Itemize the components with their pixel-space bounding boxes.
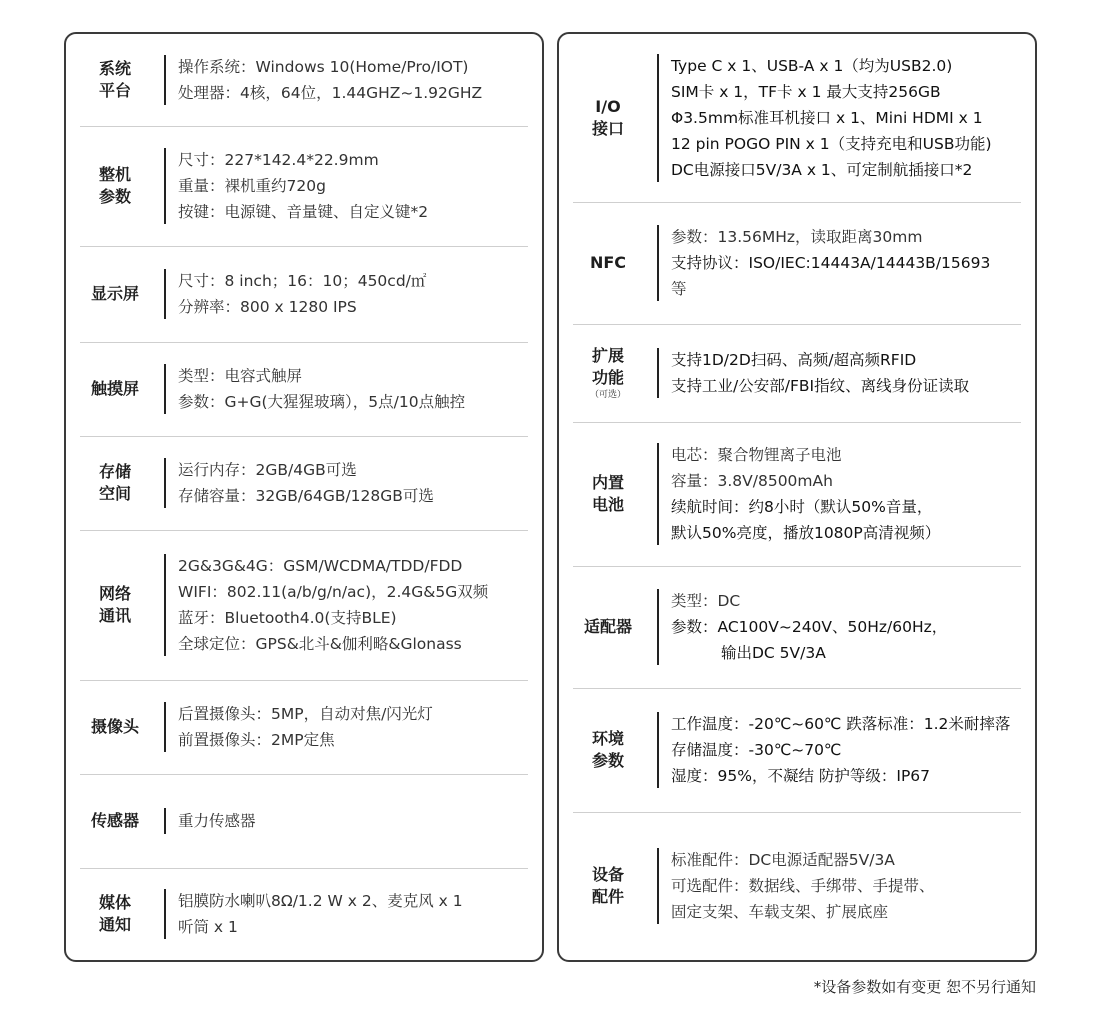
spec-label bbox=[80, 892, 150, 936]
spec-lines bbox=[671, 847, 1023, 925]
spec-line: 操作系统：Windows 10(Home/Pro/IOT) bbox=[178, 58, 469, 76]
spec-line: 支持工业/公安部/FBI指纹、离线身份证读取 bbox=[671, 377, 970, 395]
vertical-divider bbox=[164, 808, 166, 834]
spec-label bbox=[80, 810, 150, 832]
vertical-divider bbox=[164, 458, 166, 508]
right-spec-panel bbox=[557, 32, 1037, 962]
spec-line: 类型：电容式触屏 bbox=[178, 367, 303, 385]
spec-label-text: 环境 参数 bbox=[591, 729, 624, 770]
spec-line: 电芯：聚合物锂离子电池 bbox=[671, 446, 842, 464]
spec-section bbox=[573, 34, 1023, 202]
spec-section bbox=[80, 530, 530, 680]
spec-section bbox=[573, 812, 1023, 960]
spec-label-text: 整机 参数 bbox=[98, 165, 131, 206]
spec-line: 听筒 x 1 bbox=[178, 918, 238, 936]
spec-line: 2G&3G&4G：GSM/WCDMA/TDD/FDD bbox=[178, 557, 463, 575]
spec-label-text: 网络 通讯 bbox=[98, 584, 131, 625]
spec-label-text: 设备 配件 bbox=[591, 865, 624, 906]
spec-line: 尺寸：227*142.4*22.9mm bbox=[178, 151, 379, 169]
spec-section bbox=[80, 246, 530, 342]
spec-lines bbox=[671, 442, 1023, 546]
spec-line: 类型：DC bbox=[671, 592, 741, 610]
spec-label bbox=[80, 461, 150, 505]
spec-section bbox=[573, 566, 1023, 688]
spec-line: 容量：3.8V/8500mAh bbox=[671, 472, 833, 490]
spec-lines bbox=[178, 553, 530, 657]
spec-label-text: 系统 平台 bbox=[98, 59, 131, 100]
spec-line: 湿度：95%，不凝结 防护等级：IP67 bbox=[671, 767, 931, 785]
spec-section bbox=[80, 680, 530, 774]
spec-line: 前置摄像头：2MP定焦 bbox=[178, 731, 335, 749]
spec-label-text: 扩展 功能 bbox=[591, 346, 624, 387]
spec-section bbox=[80, 126, 530, 246]
spec-line: 重量：裸机重约720g bbox=[178, 177, 326, 195]
spec-label bbox=[573, 472, 643, 516]
vertical-divider bbox=[164, 364, 166, 414]
spec-label bbox=[80, 716, 150, 738]
spec-label-text: 内置 电池 bbox=[591, 473, 624, 514]
spec-line: 分辨率：800 x 1280 IPS bbox=[178, 298, 357, 316]
spec-label bbox=[573, 252, 643, 274]
spec-section bbox=[573, 422, 1023, 566]
spec-lines bbox=[178, 457, 530, 509]
spec-label-text: NFC bbox=[589, 253, 627, 272]
spec-section bbox=[573, 324, 1023, 422]
spec-label bbox=[573, 616, 643, 638]
spec-line: DC电源接口5V/3A x 1、可定制航插接口*2 bbox=[671, 161, 973, 179]
spec-label bbox=[80, 283, 150, 305]
spec-line: 默认50%亮度，播放1080P高清视频） bbox=[671, 524, 941, 542]
spec-lines bbox=[178, 701, 530, 753]
spec-label bbox=[80, 583, 150, 627]
vertical-divider bbox=[657, 712, 659, 788]
spec-line: 运行内存：2GB/4GB可选 bbox=[178, 461, 357, 479]
spec-label-text: 触摸屏 bbox=[90, 379, 139, 398]
spec-section bbox=[80, 342, 530, 436]
spec-label bbox=[573, 728, 643, 772]
spec-label-text: 传感器 bbox=[90, 811, 139, 830]
spec-lines bbox=[671, 347, 1023, 399]
spec-label-text: 显示屏 bbox=[90, 284, 139, 303]
spec-line: 参数：13.56MHz，读取距离30mm bbox=[671, 228, 923, 246]
spec-label-text: 适配器 bbox=[583, 617, 632, 636]
spec-line: 参数：G+G(大猩猩玻璃），5点/10点触控 bbox=[178, 393, 466, 411]
spec-line: 支持1D/2D扫码、高频/超高频RFID bbox=[671, 351, 917, 369]
spec-label bbox=[80, 58, 150, 102]
spec-line: 蓝牙：Bluetooth4.0(支持BLE) bbox=[178, 609, 397, 627]
spec-line: 支持协议：ISO/IEC:14443A/14443B/15693 bbox=[671, 254, 991, 272]
spec-line: Φ3.5mm标准耳机接口 x 1、Mini HDMI x 1 bbox=[671, 109, 983, 127]
vertical-divider bbox=[657, 225, 659, 301]
spec-section bbox=[80, 34, 530, 126]
spec-line: 处理器：4核，64位，1.44GHZ~1.92GHZ bbox=[178, 84, 483, 102]
vertical-divider bbox=[164, 702, 166, 752]
vertical-divider bbox=[657, 348, 659, 398]
spec-line: 铝膜防水喇叭8Ω/1.2 W x 2、麦克风 x 1 bbox=[178, 892, 463, 910]
spec-label bbox=[573, 96, 643, 140]
spec-lines bbox=[671, 53, 1023, 183]
vertical-divider bbox=[164, 269, 166, 319]
spec-line: 12 pin POGO PIN x 1（支持充电和USB功能) bbox=[671, 135, 992, 153]
spec-line: 可选配件：数据线、手绑带、手提带、 bbox=[671, 877, 935, 895]
spec-lines bbox=[178, 268, 530, 320]
spec-line: WIFI：802.11(a/b/g/n/ac)，2.4G&5G双频 bbox=[178, 583, 489, 601]
spec-line: Type C x 1、USB-A x 1（均为USB2.0) bbox=[671, 57, 953, 75]
spec-label bbox=[573, 345, 643, 401]
spec-lines bbox=[671, 711, 1023, 789]
spec-label-sub: （可选） bbox=[589, 390, 626, 400]
spec-lines bbox=[671, 588, 1023, 666]
spec-line: 后置摄像头：5MP，自动对焦/闪光灯 bbox=[178, 705, 433, 723]
spec-line: 尺寸：8 inch；16：10；450cd/㎡ bbox=[178, 272, 427, 290]
vertical-divider bbox=[164, 554, 166, 656]
spec-lines bbox=[178, 808, 530, 834]
spec-section bbox=[80, 774, 530, 868]
spec-line: 等 bbox=[671, 280, 687, 298]
spec-line: 参数：AC100V~240V、50Hz/60Hz， bbox=[671, 618, 948, 636]
spec-line: 全球定位：GPS&北斗&伽利略&Glonass bbox=[178, 635, 462, 653]
vertical-divider bbox=[657, 443, 659, 545]
spec-line: 工作温度：-20℃~60℃ 跌落标准：1.2米耐摔落 bbox=[671, 715, 1011, 733]
spec-lines bbox=[178, 363, 530, 415]
spec-label bbox=[573, 864, 643, 908]
vertical-divider bbox=[164, 889, 166, 939]
spec-line: 按键：电源键、音量键、自定义键*2 bbox=[178, 203, 429, 221]
spec-label-text: I/O 接口 bbox=[591, 97, 624, 138]
spec-section bbox=[573, 202, 1023, 324]
spec-lines bbox=[671, 224, 1023, 302]
spec-line: 续航时间：约8小时（默认50%音量， bbox=[671, 498, 933, 516]
spec-section bbox=[80, 436, 530, 530]
spec-section bbox=[573, 688, 1023, 812]
vertical-divider bbox=[657, 54, 659, 182]
spec-section bbox=[80, 868, 530, 960]
spec-label-text: 存储 空间 bbox=[98, 462, 131, 503]
vertical-divider bbox=[164, 55, 166, 105]
spec-line: 重力传感器 bbox=[178, 812, 256, 830]
spec-label-text: 媒体 通知 bbox=[98, 893, 131, 934]
left-spec-panel bbox=[64, 32, 544, 962]
spec-line: 固定支架、车载支架、扩展底座 bbox=[671, 903, 889, 921]
vertical-divider bbox=[657, 589, 659, 665]
spec-line: 输出DC 5V/3A bbox=[721, 644, 826, 662]
spec-lines bbox=[178, 54, 530, 106]
spec-lines bbox=[178, 888, 530, 940]
spec-line: 标准配件：DC电源适配器5V/3A bbox=[671, 851, 895, 869]
spec-label bbox=[80, 378, 150, 400]
vertical-divider bbox=[657, 848, 659, 924]
spec-lines bbox=[178, 147, 530, 225]
spec-line: SIM卡 x 1，TF卡 x 1 最大支持256GB bbox=[671, 83, 941, 101]
spec-label bbox=[80, 164, 150, 208]
spec-line: 存储容量：32GB/64GB/128GB可选 bbox=[178, 487, 434, 505]
footer-note: *设备参数如有变更 恕不另行通知 bbox=[813, 978, 1036, 996]
spec-label-text: 摄像头 bbox=[90, 717, 139, 736]
vertical-divider bbox=[164, 148, 166, 224]
spec-line: 存储温度：-30℃~70℃ bbox=[671, 741, 842, 759]
